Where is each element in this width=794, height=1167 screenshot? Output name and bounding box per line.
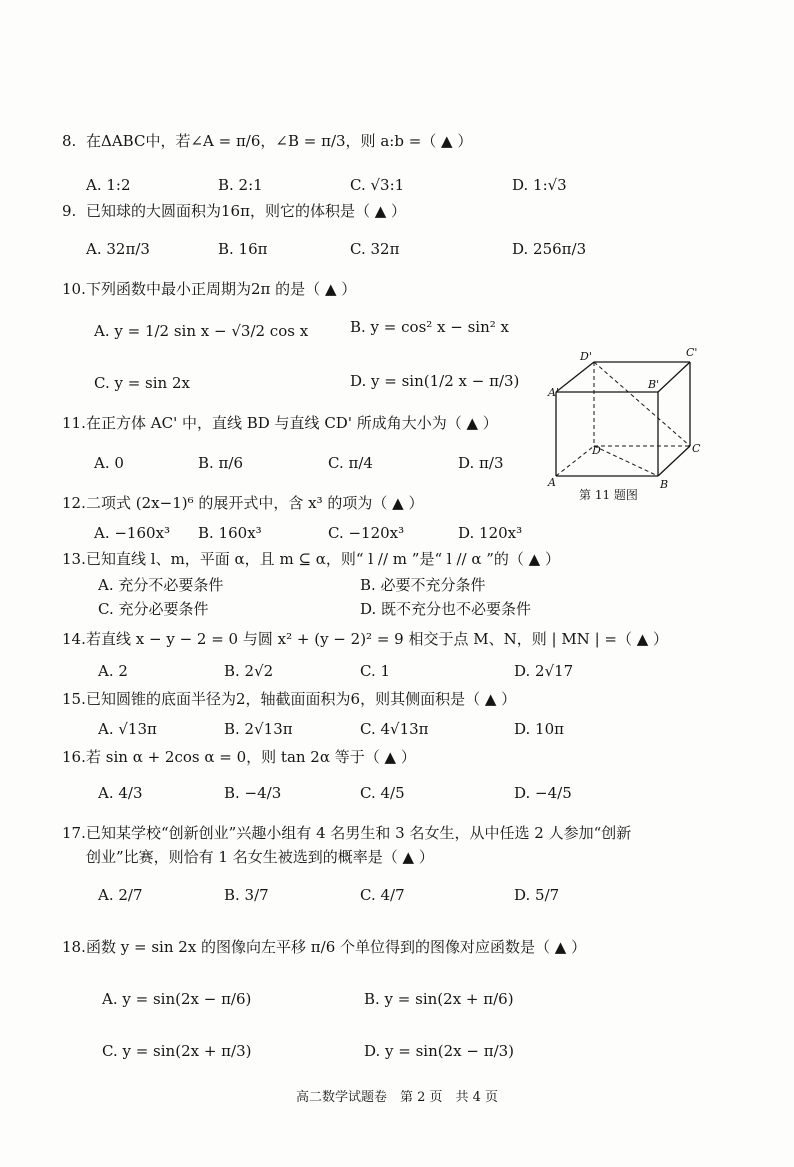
option-d: D. y = sin(1/2 x − π/3) — [350, 372, 520, 390]
question-number: 13. — [62, 550, 86, 568]
label-d1: D' — [580, 350, 592, 363]
option-c: C. y = sin 2x — [94, 374, 190, 392]
option-a: A. y = 1/2 sin x − √3/2 cos x — [94, 322, 309, 340]
question-text: 若直线 x − y − 2 = 0 与圆 x² + (y − 2)² = 9 相交于点 M、N，则 | MN | =（ ▲ ） — [86, 630, 669, 648]
option-a: A. y = sin(2x − π/6) — [102, 990, 252, 1008]
option-c: C. 4/7 — [360, 886, 405, 904]
option-d: D. 120x³ — [458, 524, 523, 542]
option-b: B. 160x³ — [198, 524, 262, 542]
question-number: 9. — [62, 202, 77, 220]
question-text: 函数 y = sin 2x 的图像向左平移 π/6 个单位得到的图像对应函数是（ ▲ ） — [86, 938, 587, 956]
question-number: 17. — [62, 824, 86, 842]
question-text: 已知球的大圆面积为16π，则它的体积是（ ▲ ） — [86, 202, 407, 220]
option-c: C. y = sin(2x + π/3) — [102, 1042, 252, 1060]
option-c: C. 32π — [350, 240, 400, 258]
question-number: 14. — [62, 630, 86, 648]
label-c: C — [692, 442, 701, 455]
option-a: A. 2 — [98, 662, 128, 680]
option-b: B. 2√13π — [224, 720, 293, 738]
option-b: B. y = sin(2x + π/6) — [364, 990, 514, 1008]
label-b1: B' — [648, 378, 660, 391]
question-number: 12. — [62, 494, 86, 512]
question-text: 若 sin α + 2cos α = 0，则 tan 2α 等于（ ▲ ） — [86, 748, 416, 766]
option-b: B. y = cos² x − sin² x — [350, 318, 510, 336]
option-a: A. √13π — [98, 720, 157, 738]
label-a1: A' — [548, 386, 559, 399]
option-c: C. −120x³ — [328, 524, 405, 542]
option-b: B. 必要不充分条件 — [360, 576, 486, 594]
option-b: B. −4/3 — [224, 784, 282, 802]
question-text: 在ΔABC中，若∠A = π/6，∠B = π/3，则 a:b =（ ▲ ） — [86, 132, 473, 150]
option-a: A. 4/3 — [98, 784, 143, 802]
option-d: D. 既不充分也不必要条件 — [360, 600, 532, 618]
option-b: B. 2√2 — [224, 662, 274, 680]
option-a: A. 2/7 — [98, 886, 143, 904]
question-number: 18. — [62, 938, 86, 956]
option-c: C. π/4 — [328, 454, 373, 472]
question-number: 8. — [62, 132, 77, 150]
question-text: 二项式 (2x−1)⁶ 的展开式中，含 x³ 的项为（ ▲ ） — [86, 494, 424, 512]
question-number: 15. — [62, 690, 86, 708]
option-a: A. 充分不必要条件 — [98, 576, 224, 594]
question-number: 10. — [62, 280, 86, 298]
figure-caption: 第 11 题图 — [579, 488, 638, 502]
option-d: D. −4/5 — [514, 784, 572, 802]
option-a: A. −160x³ — [94, 524, 171, 542]
label-c1: C' — [686, 346, 698, 359]
question-text: 下列函数中最小正周期为2π 的是（ ▲ ） — [86, 280, 357, 298]
question-text-line2: 创业”比赛，则恰有 1 名女生被选到的概率是（ ▲ ） — [86, 848, 434, 866]
question-number: 16. — [62, 748, 86, 766]
label-a: A — [548, 476, 556, 489]
option-c: C. 4/5 — [360, 784, 405, 802]
question-number: 11. — [62, 414, 86, 432]
option-d: D. y = sin(2x − π/3) — [364, 1042, 515, 1060]
option-d: D. 2√17 — [514, 662, 574, 680]
option-d: D. π/3 — [458, 454, 504, 472]
option-d: D. 1:√3 — [512, 176, 567, 194]
option-a: A. 32π/3 — [86, 240, 150, 258]
option-d: D. 10π — [514, 720, 564, 738]
option-a: A. 1:2 — [86, 176, 131, 194]
option-b: B. 3/7 — [224, 886, 269, 904]
question-text: 已知圆锥的底面半径为2，轴截面面积为6，则其侧面积是（ ▲ ） — [86, 690, 517, 708]
option-c: C. 充分必要条件 — [98, 600, 209, 618]
label-b: B — [660, 478, 669, 491]
label-d: D — [592, 444, 601, 457]
option-c: C. 4√13π — [360, 720, 429, 738]
option-b: B. 2:1 — [218, 176, 263, 194]
cube-figure — [548, 346, 701, 496]
option-d: D. 256π/3 — [512, 240, 587, 258]
page-footer: 高二数学试题卷 第 2 页 共 4 页 — [295, 1090, 499, 1105]
option-b: B. 16π — [218, 240, 268, 258]
question-text: 在正方体 AC' 中，直线 BD 与直线 CD' 所成角大小为（ ▲ ） — [86, 414, 498, 432]
question-text: 已知直线 l、m，平面 α，且 m ⊆ α，则“ l // m ”是“ l // α ”的（ ▲ ） — [86, 550, 560, 568]
option-a: A. 0 — [94, 454, 124, 472]
option-c: C. 1 — [360, 662, 391, 680]
question-text: 已知某学校“创新创业”兴趣小组有 4 名男生和 3 名女生，从中任选 2 人参加“创新 — [86, 824, 632, 842]
option-b: B. π/6 — [198, 454, 244, 472]
option-d: D. 5/7 — [514, 886, 560, 904]
option-c: C. √3:1 — [350, 176, 405, 194]
